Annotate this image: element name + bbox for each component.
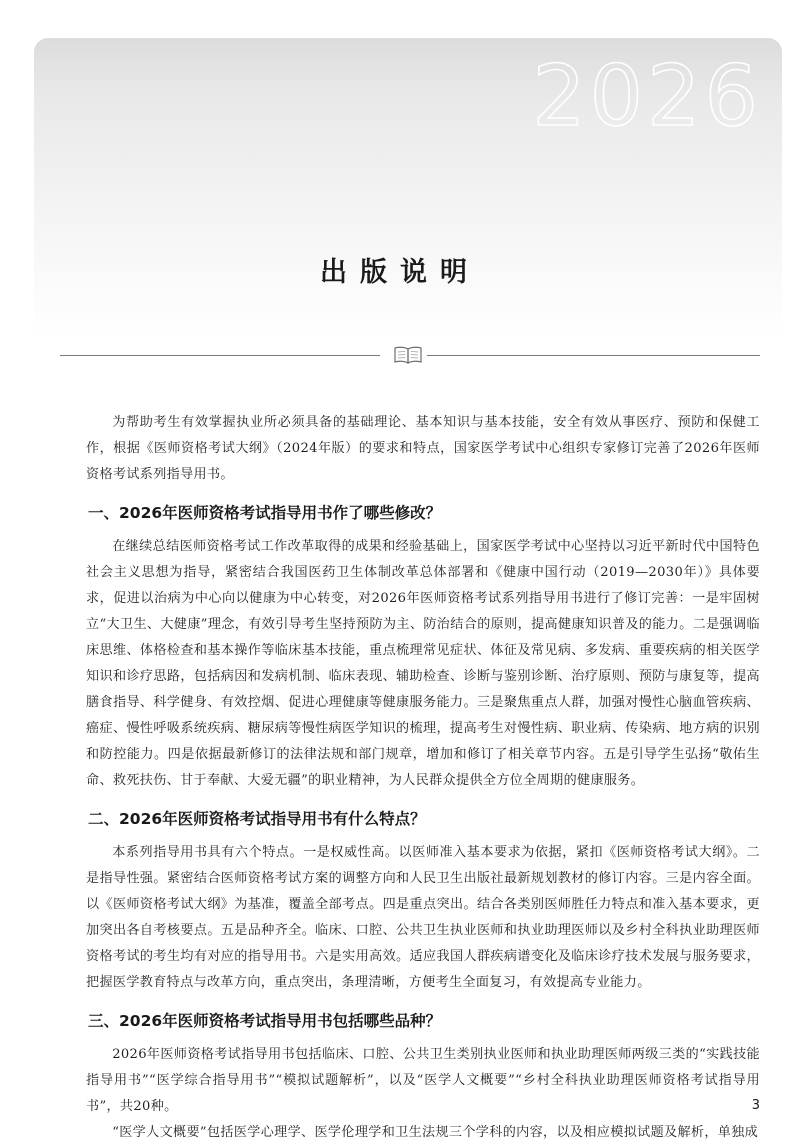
section-heading: 二、2026年医师资格考试指导用书有什么特点？ xyxy=(88,810,426,828)
divider-line-right xyxy=(427,355,760,356)
section-paragraph: “医学人文概要”包括医学心理学、医学伦理学和卫生法规三个学科的内容，以及相应模拟试题及解析，单独成 xyxy=(112,1125,759,1140)
header-banner xyxy=(34,38,782,338)
page-title: 出版说明 xyxy=(320,257,480,288)
body-content xyxy=(86,410,760,1146)
open-book-icon xyxy=(392,345,424,365)
section-paragraph: 在继续总结医师资格考试工作改革取得的成果和经验基础上，国家医学考试中心坚持以习近平新时代中国特色社会主义思想为指导，紧密结合我国医药卫生体制改革总体部署和《健康中国行动（2019—2030年）》具体要求，促进以治病为中心向以健康为中心转变，对2026年医师资格考试系列指导用书进行了修订完善：一是牢固树立“大卫生、大健康”理念，有效引导考生坚持预防为主、防治结合的原则，提高健康知识普及的能力。二是强调临床思维、体格检查和基本操作等临床基本技能，重点梳理常见症状、体征及常见病、多发病、重要疾病的相关医学知识和诊疗思路，包括病因和发病机制、临床表现、辅助检查、诊断与鉴别诊断、治疗原则、预防与康复等，提高膳食指导、科学健身、有效控烟、促进心理健康等健康服务能力。三是聚焦重点人群，加强对慢性心脑血管疾病、癌症、慢性呼吸系统疾病、糖尿病等慢性病医学知识的梳理，提高考生对慢性病、职业病、传染病、地方病的识别和防控能力。四是依据最新修订的法律法规和部门规章，增加和修订了相关章节内容。五是引导学生弘扬“敬佑生命、救死扶伤、甘于奉献、大爱无疆”的职业精神，为人民群众提供全方位全周期的健康服务。 xyxy=(86,539,760,788)
title-divider xyxy=(60,345,760,365)
section-heading: 一、2026年医师资格考试指导用书作了哪些修改？ xyxy=(88,504,442,522)
section-paragraph: 2026年医师资格考试指导用书包括临床、口腔、公共卫生类别执业医师和执业助理医师两级三类的“实践技能指导用书”“医学综合指导用书”“模拟试题解析”，以及“医学人文概要”“乡村全科执业助理医师资格考试指导用书”，共20种。 xyxy=(86,1047,760,1114)
section-paragraph: 本系列指导用书具有六个特点。一是权威性高。以医师准入基本要求为依据，紧扣《医师资格考试大纲》。二是指导性强。紧密结合医师资格考试方案的调整方向和人民卫生出版社最新规划教材的修订内容。三是内容全面。以《医师资格考试大纲》为基准，覆盖全部考点。四是重点突出。结合各类别医师胜任力特点和准入基本要求，更加突出各自考核要点。五是品种齐全。临床、口腔、公共卫生执业医师和执业助理医师以及乡村全科执业助理医师资格考试的考生均有对应的指导用书。六是实用高效。适应我国人群疾病谱变化及临床诊疗技术发展与服务要求，把握医学教育特点与改革方向，重点突出，条理清晰，方便考生全面复习，有效提高专业能力。 xyxy=(86,845,760,990)
year-watermark: 2026 xyxy=(532,47,762,145)
section-2 xyxy=(86,808,760,996)
section-1 xyxy=(86,502,760,794)
section-heading: 三、2026年医师资格考试指导用书包括哪些品种？ xyxy=(88,1012,442,1030)
divider-line-left xyxy=(60,355,380,356)
section-3 xyxy=(86,1010,760,1146)
intro-paragraph: 为帮助考生有效掌握执业所必须具备的基础理论、基本知识与基本技能，安全有效从事医疗、预防和保健工作，根据《医师资格考试大纲》（2024年版）的要求和特点，国家医学考试中心组织专家修订完善了2026年医师资格考试系列指导用书。 xyxy=(86,415,760,482)
page-number: 3 xyxy=(751,1098,760,1113)
